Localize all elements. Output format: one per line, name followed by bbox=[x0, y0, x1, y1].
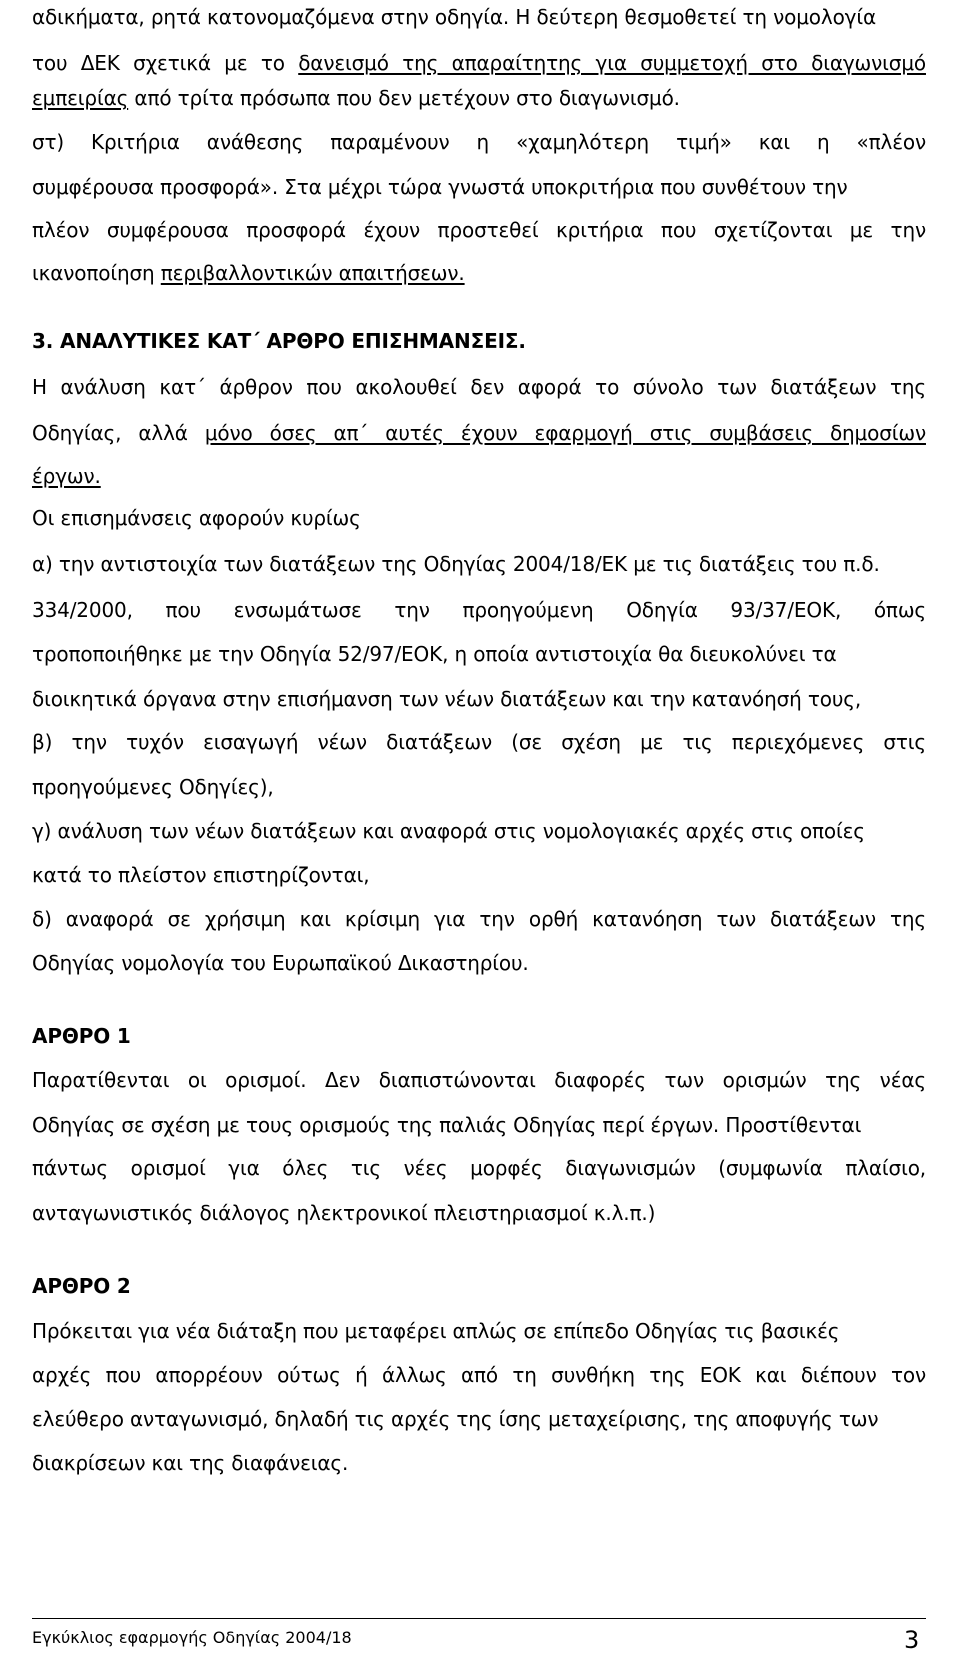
underlined-text: περιβαλλοντικών απαιτήσεων. bbox=[160, 261, 465, 285]
paragraph-line: α) την αντιστοιχία των διατάξεων της Οδηγίας 2004/18/ΕΚ με τις διατάξεις του π.δ. bbox=[32, 552, 880, 576]
article-heading: ΑΡΘΡΟ 2 bbox=[32, 1274, 131, 1298]
article-heading: ΑΡΘΡΟ 1 bbox=[32, 1024, 131, 1048]
paragraph-line: συμφέρουσα προσφορά». Στα μέχρι τώρα γνωστά υποκριτήρια που συνθέτουν την bbox=[32, 175, 848, 199]
paragraph-line: Οδηγίας σε σχέση με τους ορισμούς της παλιάς Οδηγίας περί έργων. Προστίθενται bbox=[32, 1113, 862, 1137]
footer-title: Εγκύκλιος εφαρμογής Οδηγίας 2004/18 bbox=[32, 1628, 352, 1647]
paragraph-line: β) την τυχόν εισαγωγή νέων διατάξεων (σε σχέση με τις περιεχόμενες στις bbox=[32, 730, 926, 754]
paragraph-line: κατά το πλείστον επιστηρίζονται, bbox=[32, 863, 370, 887]
paragraph-line: προηγούμενες Οδηγίες), bbox=[32, 775, 274, 799]
underlined-text: εμπειρίας bbox=[32, 86, 129, 110]
paragraph-line: 334/2000, που ενσωμάτωσε την προηγούμενη Οδηγία 93/37/ΕΟΚ, όπως bbox=[32, 598, 926, 622]
paragraph-line: διακρίσεων και της διαφάνειας. bbox=[32, 1451, 349, 1475]
paragraph-line: στ) Κριτήρια ανάθεσης παραμένουν η «χαμηλότερη τιμή» και η «πλέον bbox=[32, 130, 926, 154]
paragraph-line: διοικητικά όργανα στην επισήμανση των νέων διατάξεων και την κατανόησή τους, bbox=[32, 687, 862, 711]
paragraph-line: πλέον συμφέρουσα προσφορά έχουν προστεθεί κριτήρια που σχετίζονται με την bbox=[32, 218, 926, 242]
paragraph-line: γ) ανάλυση των νέων διατάξεων και αναφορά στις νομολογιακές αρχές στις οποίες bbox=[32, 819, 865, 843]
paragraph-line: αδικήματα, ρητά κατονομαζόμενα στην οδηγία. Η δεύτερη θεσμοθετεί τη νομολογία bbox=[32, 5, 877, 29]
paragraph-line: ανταγωνιστικός διάλογος ηλεκτρονικοί πλειστηριασμοί κ.λ.π.) bbox=[32, 1201, 656, 1225]
paragraph-line: ελεύθερο ανταγωνισμό, δηλαδή τις αρχές της ίσης μεταχείρισης, της αποφυγής των bbox=[32, 1407, 879, 1431]
paragraph-line bbox=[32, 463, 926, 489]
paragraph-line bbox=[32, 420, 926, 446]
text-run: Οδηγίας, αλλά bbox=[32, 421, 205, 445]
paragraph-line: δ) αναφορά σε χρήσιμη και κρίσιμη για την ορθή κατανόηση των διατάξεων της bbox=[32, 907, 926, 931]
text-run: του ΔΕΚ σχετικά με το bbox=[32, 51, 299, 75]
paragraph-line: τροποποιήθηκε με την Οδηγία 52/97/ΕΟΚ, η οποία αντιστοιχία θα διευκολύνει τα bbox=[32, 642, 837, 666]
section-heading: 3. ΑΝΑΛΥΤΙΚΕΣ ΚΑΤ΄ ΑΡΘΡΟ ΕΠΙΣΗΜΑΝΣΕΙΣ. bbox=[32, 329, 526, 353]
underlined-text: έργων. bbox=[32, 464, 101, 488]
paragraph-line: Οδηγίας νομολογία του Ευρωπαϊκού Δικαστηρίου. bbox=[32, 951, 529, 975]
text-run: από τρίτα πρόσωπα που δεν μετέχουν στο διαγωνισμό. bbox=[128, 86, 680, 110]
paragraph-line: Πρόκειται για νέα διάταξη που μεταφέρει απλώς σε επίπεδο Οδηγίας τις βασικές bbox=[32, 1319, 840, 1343]
text-run: ικανοποίηση bbox=[32, 261, 161, 285]
page-number: 3 bbox=[904, 1626, 920, 1654]
paragraph-line: αρχές που απορρέουν ούτως ή άλλως από τη συνθήκη της ΕΟΚ και διέπουν τον bbox=[32, 1363, 926, 1387]
paragraph-line bbox=[32, 50, 926, 76]
underlined-text: δανεισμό της απαραίτητης για συμμετοχή στο διαγωνισμό bbox=[298, 51, 926, 75]
paragraph-line bbox=[32, 260, 926, 286]
paragraph-line: Η ανάλυση κατ΄ άρθρον που ακολουθεί δεν αφορά το σύνολο των διατάξεων της bbox=[32, 375, 926, 399]
underlined-text: μόνο όσες απ΄ αυτές έχουν εφαρμογή στις συμβάσεις δημοσίων bbox=[204, 421, 926, 445]
paragraph-line: Παρατίθενται οι ορισμοί. Δεν διαπιστώνονται διαφορές των ορισμών της νέας bbox=[32, 1068, 926, 1092]
paragraph-line bbox=[32, 85, 926, 111]
paragraph-line: Οι επισημάνσεις αφορούν κυρίως bbox=[32, 506, 361, 530]
paragraph-line: πάντως ορισμοί για όλες τις νέες μορφές διαγωνισμών (συμφωνία πλαίσιο, bbox=[32, 1156, 926, 1180]
footer-divider bbox=[32, 1618, 926, 1619]
